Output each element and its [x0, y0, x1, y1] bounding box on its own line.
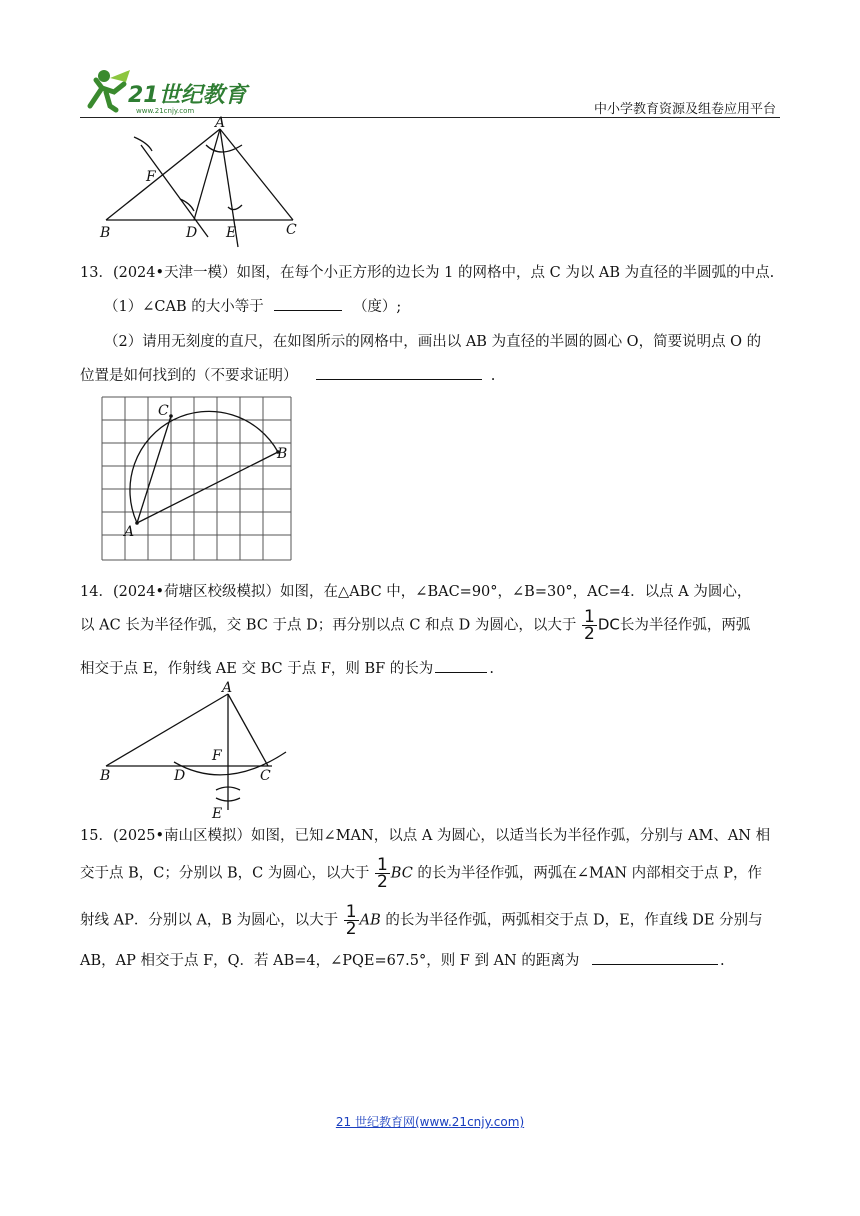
- figure-triangle-construction: [96, 115, 306, 250]
- q15-stem: 15．(2025•南山区模拟）如图，已知∠MAN，以点 A 为圆心，以适当长为半径作弧，分别与 AM、AN 相: [80, 828, 771, 844]
- q13-part2-cont: [80, 364, 780, 385]
- figure1-label-b: B: [100, 225, 111, 241]
- q14-line2: [80, 609, 780, 642]
- fraction-one-half-ab: [344, 904, 359, 937]
- footer-link[interactable]: 21 世纪教育网(www.21cnjy.com): [335, 1115, 525, 1129]
- q14-line2-text: 以 AC 长为半径作弧，交 BC 于点 D；再分别以点 C 和点 D 为圆心，以大于: [80, 617, 577, 634]
- figure-grid-semicircle: [100, 395, 296, 563]
- q13-part1: [104, 295, 804, 316]
- q13-answer-blank-2[interactable]: [316, 365, 482, 380]
- runner-icon: [90, 70, 130, 110]
- figure2-label-a: A: [124, 524, 135, 540]
- q15-line2: [80, 857, 780, 890]
- fraction-denominator: 2: [584, 624, 595, 644]
- platform-title: 中小学教育资源及组卷应用平台: [593, 102, 776, 117]
- figure3-label-e: E: [212, 806, 223, 820]
- q15-line2-tail: 的长为半径作弧，两弧在∠MAN 内部相交于点 P，作: [412, 865, 763, 882]
- figure3-label-d: D: [174, 768, 186, 784]
- fraction-denominator: 2: [345, 919, 357, 939]
- segment-bc: BC: [390, 865, 413, 882]
- q13-end-punct: .: [490, 368, 496, 384]
- fraction-denominator: 2: [376, 872, 388, 892]
- q14-answer-blank[interactable]: [435, 658, 487, 673]
- figure1-label-a: A: [215, 115, 226, 131]
- q13-part1-tail: （度）;: [352, 299, 402, 315]
- figure3-label-b: B: [100, 768, 111, 784]
- q15-line3: [80, 904, 780, 937]
- q13-part2-cont-text: 位置是如何找到的（不要求证明）: [80, 368, 298, 384]
- fraction-numerator: 1: [345, 902, 357, 922]
- figure1-label-c: C: [286, 222, 297, 238]
- fraction-numerator: 1: [584, 607, 595, 627]
- segment-ab: AB: [359, 912, 381, 929]
- q15-line4: [80, 949, 780, 970]
- figure1-label-d: D: [186, 225, 198, 241]
- q14-line2-tail: 长为半径作弧，两弧: [619, 617, 751, 634]
- fraction-one-half: [582, 609, 597, 642]
- logo-text: 21世纪教育: [128, 83, 247, 108]
- q13-part1-text: （1）∠CAB 的大小等于: [104, 299, 264, 315]
- q15-answer-blank[interactable]: [592, 950, 718, 965]
- q14-stem: 14．(2024•荷塘区校级模拟）如图，在△ABC 中，∠BAC=90°，∠B=30°，AC=4．以点 A 为圆心，: [80, 584, 752, 600]
- page-footer: [0, 1113, 860, 1130]
- figure-right-triangle-arcs: [96, 680, 306, 820]
- q14-line3: [80, 657, 780, 678]
- figure2-label-b: B: [277, 446, 288, 462]
- page-header: [0, 0, 860, 125]
- figure1-label-e: E: [226, 225, 237, 241]
- figure3-label-f: F: [212, 748, 222, 764]
- logo: [80, 66, 250, 116]
- logo-url: www.21cnjy.com: [136, 107, 195, 115]
- fraction-one-half-bc: [375, 857, 390, 890]
- q13-stem: 13．(2024•天津一模）如图，在每个小正方形的边长为 1 的网格中，点 C 为以 AB 为直径的半圆弧的中点.: [80, 265, 775, 281]
- q15-line3-text: 射线 AP．分别以 A，B 为圆心，以大于: [80, 912, 339, 929]
- fraction-numerator: 1: [376, 855, 388, 875]
- q15-end-punct: .: [719, 953, 725, 969]
- q14-end-punct: .: [489, 661, 494, 677]
- q13-part2: （2）请用无刻度的直尺，在如图所示的网格中，画出以 AB 为直径的半圆的圆心 O，简要说明点 O 的: [104, 334, 762, 350]
- figure1-label-f: F: [146, 169, 156, 185]
- figure2-label-c: C: [158, 403, 169, 419]
- segment-dc: DC: [597, 615, 620, 634]
- q15-line3-tail: 的长为半径作弧，两弧相交于点 D，E，作直线 DE 分别与: [380, 912, 763, 929]
- figure3-label-a: A: [222, 680, 233, 696]
- figure3-label-c: C: [260, 768, 271, 784]
- q13-answer-blank-1[interactable]: [274, 296, 342, 311]
- q14-line3-text: 相交于点 E，作射线 AE 交 BC 于点 F，则 BF 的长为: [80, 661, 434, 677]
- q15-line2-text: 交于点 B，C；分别以 B，C 为圆心，以大于: [80, 865, 370, 882]
- q15-line4-text: AB，AP 相交于点 F，Q．若 AB=4，∠PQE=67.5°，则 F 到 AN 的距离为: [80, 953, 580, 969]
